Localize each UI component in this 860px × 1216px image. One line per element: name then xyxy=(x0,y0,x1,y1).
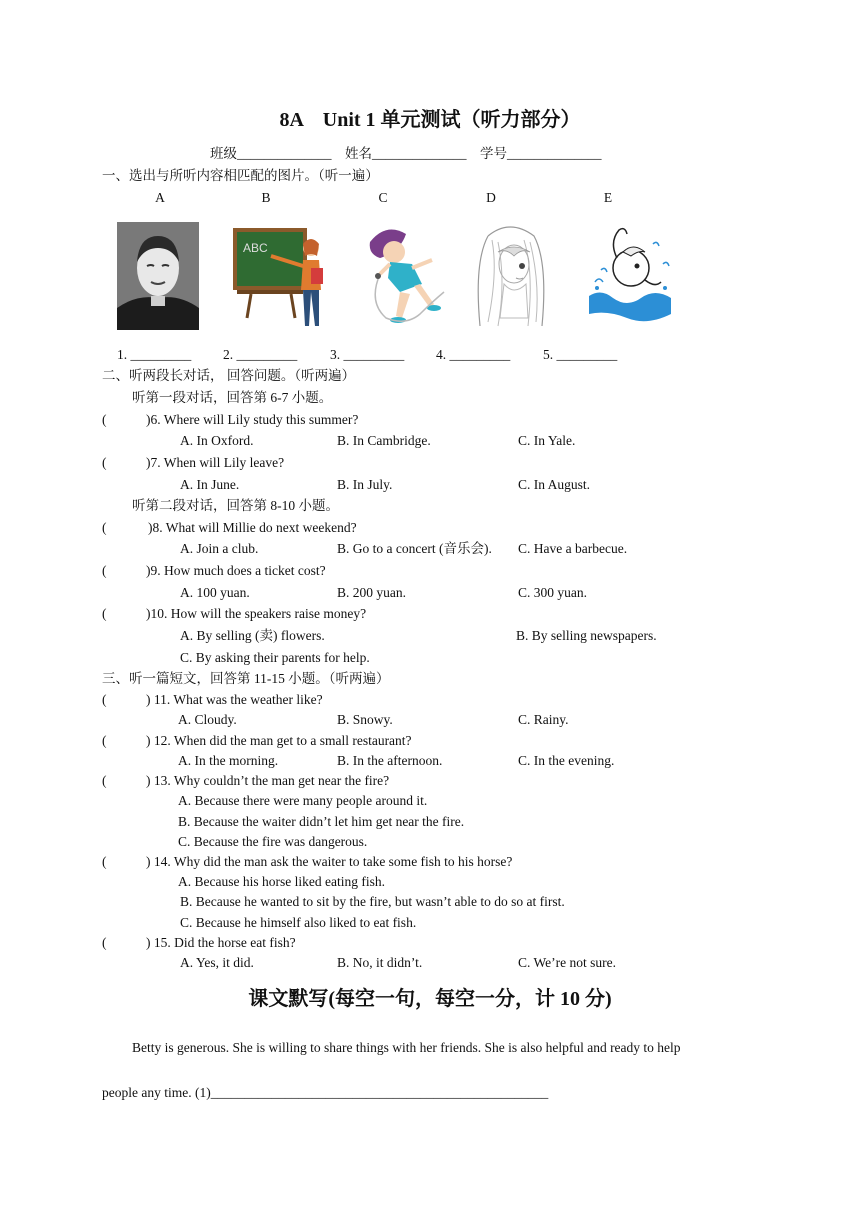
section3-heading: 三、听一篇短文，回答第 11-15 小题。（听两遍） xyxy=(102,671,390,686)
q14-question: ) 14. Why did the man ask the waiter to take some fish to his horse? xyxy=(146,854,513,869)
q15-option-c: C. We’re not sure. xyxy=(518,955,617,970)
swimmer-icon xyxy=(587,222,673,330)
singer-icon xyxy=(360,222,454,330)
q13-option-c: C. Because the fire was dangerous. xyxy=(178,834,368,849)
q13-option-b: B. Because the waiter didn’t let him get near the fire. xyxy=(178,814,465,829)
q7-question: )7. When will Lily leave? xyxy=(146,455,285,470)
q12-option-b: B. In the afternoon. xyxy=(337,753,443,768)
q10-option-a: A. By selling (卖) flowers. xyxy=(180,628,325,643)
q14-option-b: B. Because he wanted to sit by the fire, but wasn’t able to do so at first. xyxy=(180,894,565,909)
q15-option-b: B. No, it didn’t. xyxy=(337,955,423,970)
q9-question: )9. How much does a ticket cost? xyxy=(146,563,326,578)
q14-paren[interactable]: ( xyxy=(102,854,107,869)
q10-question: )10. How will the speakers raise money? xyxy=(146,606,367,621)
portrait-photo-icon xyxy=(117,222,199,330)
section1-heading: 一、选出与所听内容相匹配的图片。（听一遍） xyxy=(102,168,379,183)
q8-paren[interactable]: ( xyxy=(102,520,107,535)
q14-option-c: C. Because he himself also liked to eat fish. xyxy=(180,915,417,930)
q12-paren[interactable]: ( xyxy=(102,733,107,748)
dialog1-intro: 听第一段对话，回答第 6-7 小题。 xyxy=(132,390,333,405)
q6-option-a: A. In Oxford. xyxy=(180,433,254,448)
q8-question: )8. What will Millie do next weekend? xyxy=(148,520,357,535)
picture-letter-c: C xyxy=(378,190,388,205)
girl-sketch-icon xyxy=(468,222,554,330)
q6-paren[interactable]: ( xyxy=(102,412,107,427)
q14-option-a: A. Because his horse liked eating fish. xyxy=(178,874,385,889)
q7-option-a: A. In June. xyxy=(180,477,240,492)
q13-paren[interactable]: ( xyxy=(102,773,107,788)
q15-option-a: A. Yes, it did. xyxy=(180,955,254,970)
teacher-blackboard-icon xyxy=(231,222,327,330)
q11-question: ) 11. What was the weather like? xyxy=(146,692,323,707)
q11-option-c: C. Rainy. xyxy=(518,712,569,727)
q9-option-c: C. 300 yuan. xyxy=(518,585,587,600)
picture-letter-b: B xyxy=(261,190,271,205)
dialog2-intro: 听第二段对话，回答第 8-10 小题。 xyxy=(132,498,339,513)
q13-question: ) 13. Why couldn’t the man get near the fire? xyxy=(146,773,390,788)
q7-option-c: C. In August. xyxy=(518,477,591,492)
answer-blank-5[interactable]: 5. _________ xyxy=(543,347,618,362)
q6-question: )6. Where will Lily study this summer? xyxy=(146,412,359,427)
q15-question: ) 15. Did the horse eat fish? xyxy=(146,935,296,950)
q11-option-b: B. Snowy. xyxy=(337,712,393,727)
answer-blank-3[interactable]: 3. _________ xyxy=(330,347,405,362)
dictation-line-1: Betty is generous. She is willing to share things with her friends. She is also helpful and ready to help xyxy=(132,1040,681,1055)
dictation-title: 课文默写(每空一句，每空一分，计 10 分) xyxy=(248,988,612,1010)
q12-question: ) 12. When did the man get to a small restaurant? xyxy=(146,733,412,748)
q13-option-a: A. Because there were many people around it. xyxy=(178,793,428,808)
q7-paren[interactable]: ( xyxy=(102,455,107,470)
picture-letter-e: E xyxy=(603,190,613,205)
picture-letter-d: D xyxy=(486,190,496,205)
q11-option-a: A. Cloudy. xyxy=(178,712,237,727)
q7-option-b: B. In July. xyxy=(337,477,393,492)
answer-blank-4[interactable]: 4. _________ xyxy=(436,347,511,362)
q9-option-b: B. 200 yuan. xyxy=(337,585,406,600)
q15-paren[interactable]: ( xyxy=(102,935,107,950)
q11-paren[interactable]: ( xyxy=(102,692,107,707)
svg-text:ABC: ABC xyxy=(243,241,268,255)
answer-blank-1[interactable]: 1. _________ xyxy=(117,347,192,362)
q6-option-c: C. In Yale. xyxy=(518,433,576,448)
q8-option-c: C. Have a barbecue. xyxy=(518,541,628,556)
section2-heading: 二、听两段长对话， 回答问题。（听两遍） xyxy=(102,368,356,383)
q10-option-b: B. By selling newspapers. xyxy=(516,628,657,643)
q9-option-a: A. 100 yuan. xyxy=(180,585,250,600)
q12-option-c: C. In the evening. xyxy=(518,753,615,768)
q8-option-a: A. Join a club. xyxy=(180,541,259,556)
q10-paren[interactable]: ( xyxy=(102,606,107,621)
student-info-fields: 班级______________ 姓名______________ 学号______________ xyxy=(210,146,602,161)
q6-option-b: B. In Cambridge. xyxy=(337,433,431,448)
q10-option-c: C. By asking their parents for help. xyxy=(180,650,370,665)
q12-option-a: A. In the morning. xyxy=(178,753,279,768)
picture-letter-a: A xyxy=(155,190,165,205)
page-title: 8A Unit 1 单元测试（听力部分） xyxy=(279,109,581,131)
dictation-line-2-blank[interactable]: people any time. (1)__________________________________________________ xyxy=(102,1085,549,1100)
answer-blank-2[interactable]: 2. _________ xyxy=(223,347,298,362)
q8-option-b: B. Go to a concert (音乐会). xyxy=(337,541,492,556)
q9-paren[interactable]: ( xyxy=(102,563,107,578)
